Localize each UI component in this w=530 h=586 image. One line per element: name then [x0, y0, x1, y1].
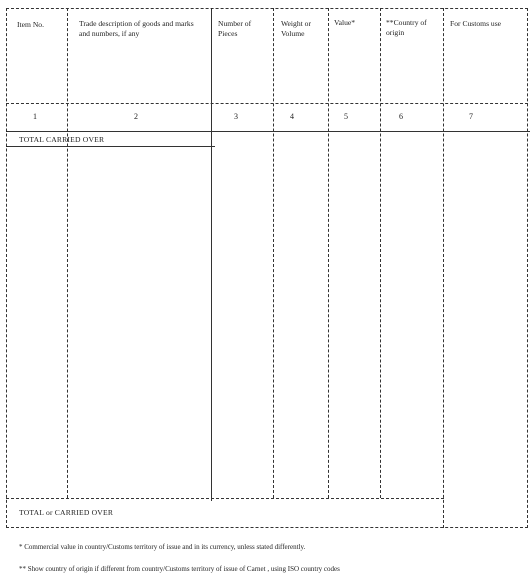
number-row-top-line	[6, 103, 528, 104]
header-trade-description: Trade description of goods and marks and numbers, if any	[79, 19, 194, 38]
total-or-carried-over-label: TOTAL or CARRIED OVER	[19, 508, 114, 517]
footnote-commercial-value: * Commercial value in country/Customs territory of issue and in its currency, unless stated differently.	[19, 543, 306, 551]
column-number-1: 1	[33, 112, 37, 121]
bottom-total-top-line	[6, 498, 444, 499]
column-number-3: 3	[234, 112, 238, 121]
header-number-of-pieces: Number of Pieces	[218, 19, 252, 38]
column-number-4: 4	[290, 112, 294, 121]
column-number-2: 2	[134, 112, 138, 121]
column-number-7: 7	[469, 112, 473, 121]
col-divider-5	[380, 8, 381, 498]
header-country-of-origin: **Country of origin	[386, 18, 427, 37]
header-weight-or-volume: Weight or Volume	[281, 19, 311, 38]
bottom-total-bottom-line	[6, 527, 528, 528]
table-right-border	[527, 8, 528, 528]
col-divider-4	[328, 8, 329, 498]
col-divider-2	[211, 8, 212, 501]
col-divider-1	[67, 8, 68, 498]
col-divider-6	[443, 8, 444, 528]
column-number-6: 6	[399, 112, 403, 121]
header-value: Value*	[334, 18, 356, 27]
col-divider-3	[273, 8, 274, 498]
table-top-border	[6, 8, 528, 9]
number-row-bottom-line	[6, 131, 530, 132]
total-carried-over-label: TOTAL CARRIED OVER	[19, 135, 105, 144]
table-left-border	[6, 8, 7, 528]
header-item-no: Item No.	[17, 20, 44, 29]
total-carried-over-line	[6, 146, 215, 147]
header-customs-use: For Customs use	[450, 19, 502, 28]
footnote-country-of-origin: ** Show country of origin if different from country/Customs territory of issue of Carnet , using ISO country codes	[19, 565, 340, 573]
column-number-5: 5	[344, 112, 348, 121]
